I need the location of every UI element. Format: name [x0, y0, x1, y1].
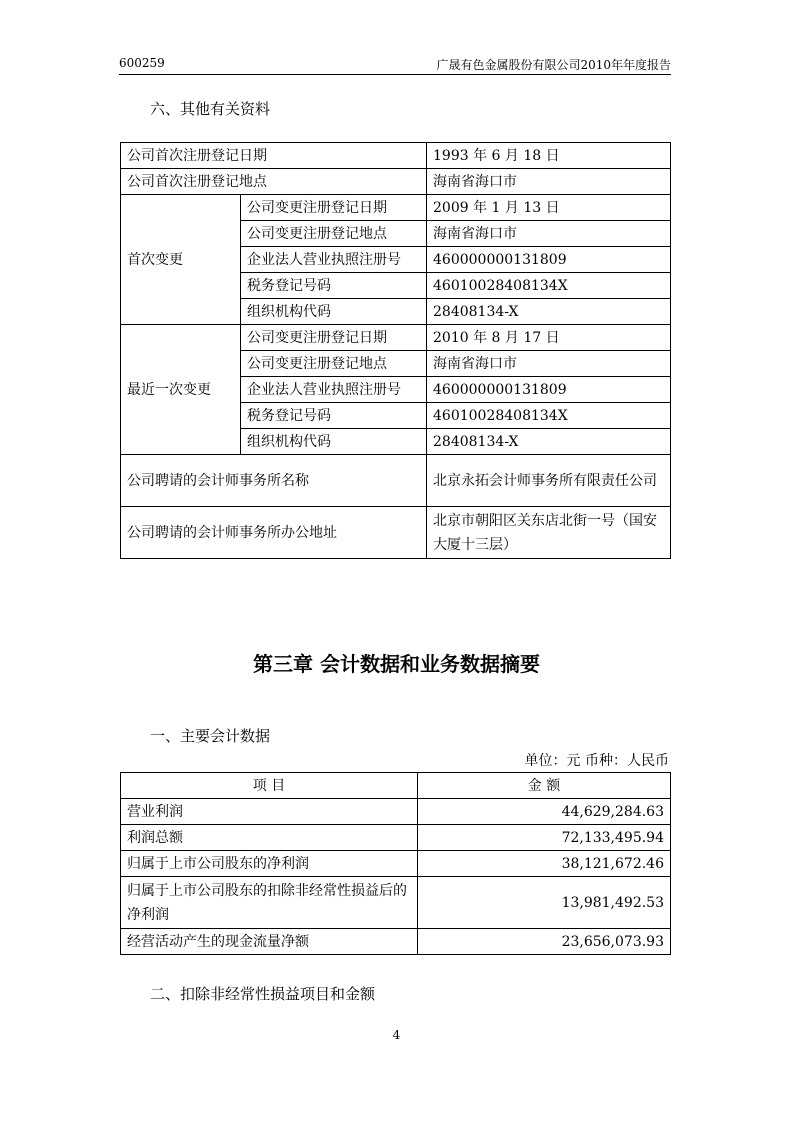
latest-change-row-value: 海南省海口市	[427, 351, 671, 377]
latest-change-group-label: 最近一次变更	[121, 325, 241, 455]
main-accounting-table	[120, 772, 671, 955]
first-change-group-label: 首次变更	[121, 195, 241, 325]
row-item: 归属于上市公司股东的扣除非经常性损益后的净利润	[121, 877, 418, 929]
latest-change-row-value: 46010028408134X	[427, 403, 671, 429]
row-item: 经营活动产生的现金流量净额	[121, 929, 418, 955]
row-amount: 23,656,073.93	[418, 929, 671, 955]
auditor-name-value: 北京永拓会计师事务所有限责任公司	[427, 455, 671, 507]
first-reg-place-value: 海南省海口市	[427, 169, 671, 195]
section-2-heading: 二、扣除非经常性损益项目和金额	[150, 985, 376, 1003]
auditor-address-label: 公司聘请的会计师事务所办公地址	[121, 507, 427, 559]
chapter-title: 第三章 会计数据和业务数据摘要	[253, 652, 540, 676]
latest-change-row-label: 组织机构代码	[241, 429, 427, 455]
first-change-row-value: 28408134-X	[427, 299, 671, 325]
auditor-address-value: 北京市朝阳区关东店北街一号（国安大厦十三层）	[427, 507, 671, 559]
header-rule	[119, 74, 671, 75]
first-change-row-value: 海南省海口市	[427, 221, 671, 247]
row-amount: 13,981,492.53	[418, 877, 671, 929]
first-reg-date-label: 公司首次注册登记日期	[121, 143, 427, 169]
latest-change-row-label: 公司变更注册登记地点	[241, 351, 427, 377]
auditor-name-label: 公司聘请的会计师事务所名称	[121, 455, 427, 507]
unit-note: 单位：元 币种：人民币	[524, 753, 669, 769]
first-reg-date-value: 1993 年 6 月 18 日	[427, 143, 671, 169]
first-change-row-value: 2009 年 1 月 13 日	[427, 195, 671, 221]
row-item: 归属于上市公司股东的净利润	[121, 851, 418, 877]
latest-change-row-label: 公司变更注册登记日期	[241, 325, 427, 351]
row-item: 营业利润	[121, 799, 418, 825]
row-amount: 72,133,495.94	[418, 825, 671, 851]
column-header-item: 项 目	[121, 773, 418, 799]
header-stock-code: 600259	[119, 56, 165, 70]
row-amount: 38,121,672.46	[418, 851, 671, 877]
main-data-heading: 一、主要会计数据	[150, 727, 271, 745]
first-change-row-label: 公司变更注册登记地点	[241, 221, 427, 247]
row-amount: 44,629,284.63	[418, 799, 671, 825]
latest-change-row-label: 企业法人营业执照注册号	[241, 377, 427, 403]
latest-change-row-value: 28408134-X	[427, 429, 671, 455]
page-number: 4	[392, 1028, 401, 1042]
first-change-row-value: 46010028408134X	[427, 273, 671, 299]
first-change-row-label: 组织机构代码	[241, 299, 427, 325]
first-change-row-label: 税务登记号码	[241, 273, 427, 299]
other-info-table	[120, 142, 671, 559]
latest-change-row-value: 460000000131809	[427, 377, 671, 403]
first-change-row-label: 企业法人营业执照注册号	[241, 247, 427, 273]
header-report-title: 广晟有色金属股份有限公司2010年年度报告	[436, 58, 671, 72]
row-item: 利润总额	[121, 825, 418, 851]
first-change-row-value: 460000000131809	[427, 247, 671, 273]
section-6-heading: 六、其他有关资料	[150, 100, 271, 118]
first-reg-place-label: 公司首次注册登记地点	[121, 169, 427, 195]
first-change-row-label: 公司变更注册登记日期	[241, 195, 427, 221]
latest-change-row-label: 税务登记号码	[241, 403, 427, 429]
latest-change-row-value: 2010 年 8 月 17 日	[427, 325, 671, 351]
column-header-amount: 金 额	[418, 773, 671, 799]
